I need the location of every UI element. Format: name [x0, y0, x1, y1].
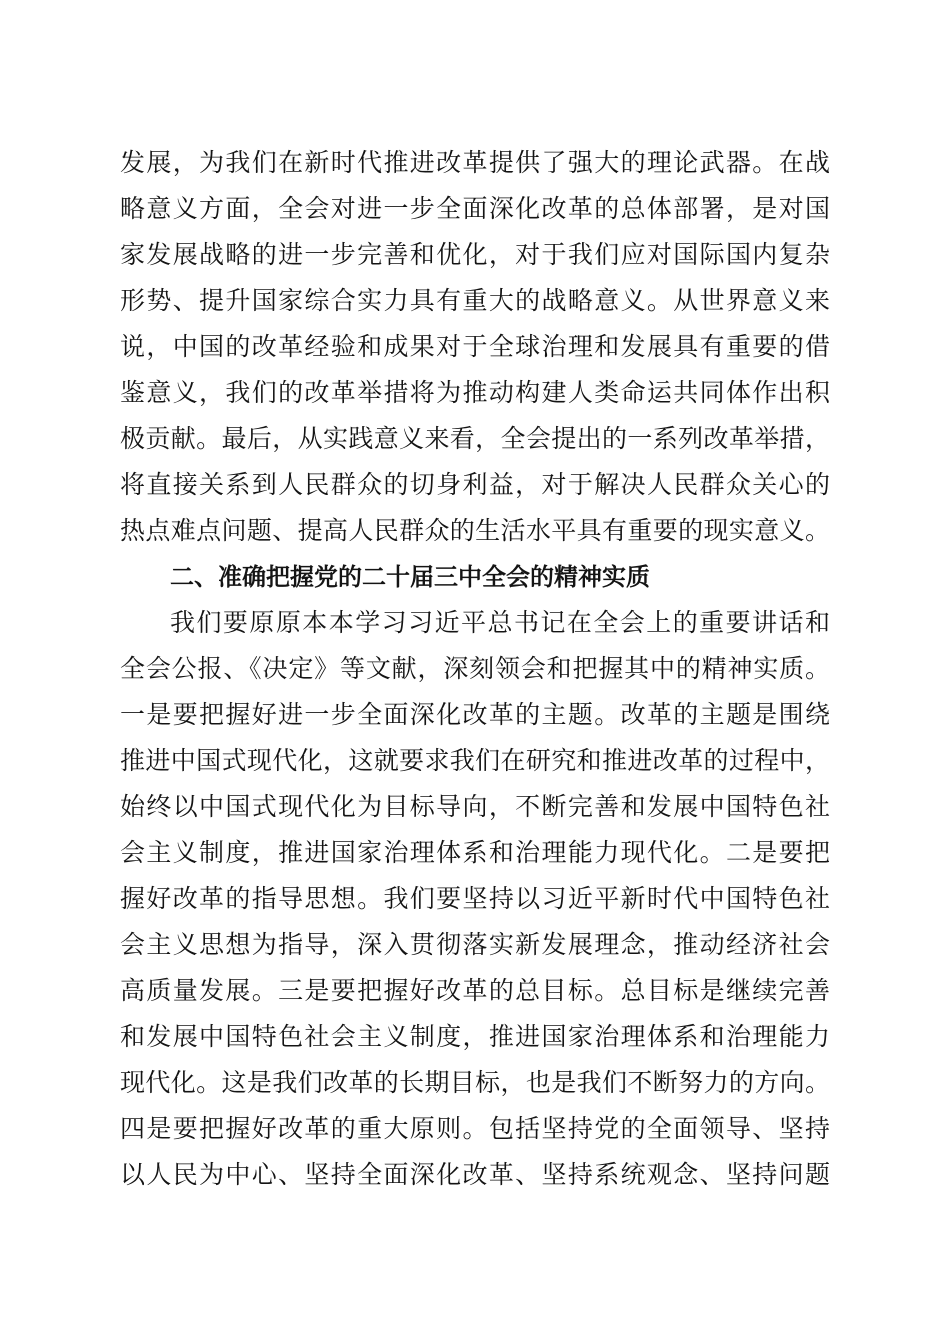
- paragraph-line: 说，中国的改革经验和成果对于全球治理和发展具有重要的借: [120, 332, 830, 361]
- paragraph-line: 现代化。这是我们改革的长期目标，也是我们不断努力的方向。: [120, 1068, 830, 1097]
- paragraph-line: 四是要把握好改革的重大原则。包括坚持党的全面领导、坚持: [120, 1114, 830, 1143]
- paragraph-line: 略意义方面，全会对进一步全面深化改革的总体部署，是对国: [120, 194, 830, 223]
- paragraph-line: 一是要把握好进一步全面深化改革的主题。改革的主题是围绕: [120, 700, 830, 729]
- paragraph-line: 热点难点问题、提高人民群众的生活水平具有重要的现实意义。: [120, 516, 830, 545]
- paragraph-line: 家发展战略的进一步完善和优化，对于我们应对国际国内复杂: [120, 240, 830, 269]
- section-heading: 二、准确把握党的二十届三中全会的精神实质: [170, 563, 650, 591]
- paragraph-line: 极贡献。最后，从实践意义来看，全会提出的一系列改革举措，: [120, 424, 830, 453]
- paragraph-line: 我们要原原本本学习习近平总书记在全会上的重要讲话和: [170, 608, 830, 637]
- paragraph-line: 会主义思想为指导，深入贯彻落实新发展理念，推动经济社会: [120, 930, 830, 959]
- paragraph-line: 会主义制度，推进国家治理体系和治理能力现代化。二是要把: [120, 838, 830, 867]
- paragraph-line: 以人民为中心、坚持全面深化改革、坚持系统观念、坚持问题: [120, 1160, 830, 1189]
- paragraph-line: 高质量发展。三是要把握好改革的总目标。总目标是继续完善: [120, 976, 830, 1005]
- paragraph-line: 推进中国式现代化，这就要求我们在研究和推进改革的过程中，: [120, 746, 830, 775]
- paragraph-line: 发展，为我们在新时代推进改革提供了强大的理论武器。在战: [120, 148, 830, 177]
- paragraph-line: 握好改革的指导思想。我们要坚持以习近平新时代中国特色社: [120, 884, 830, 913]
- paragraph-line: 形势、提升国家综合实力具有重大的战略意义。从世界意义来: [120, 286, 830, 315]
- paragraph-line: 鉴意义，我们的改革举措将为推动构建人类命运共同体作出积: [120, 378, 830, 407]
- paragraph-line: 将直接关系到人民群众的切身利益，对于解决人民群众关心的: [120, 470, 830, 499]
- paragraph-line: 始终以中国式现代化为目标导向，不断完善和发展中国特色社: [120, 792, 830, 821]
- paragraph-line: 和发展中国特色社会主义制度，推进国家治理体系和治理能力: [120, 1022, 830, 1051]
- paragraph-line: 全会公报、《决定》等文献，深刻领会和把握其中的精神实质。: [120, 654, 830, 683]
